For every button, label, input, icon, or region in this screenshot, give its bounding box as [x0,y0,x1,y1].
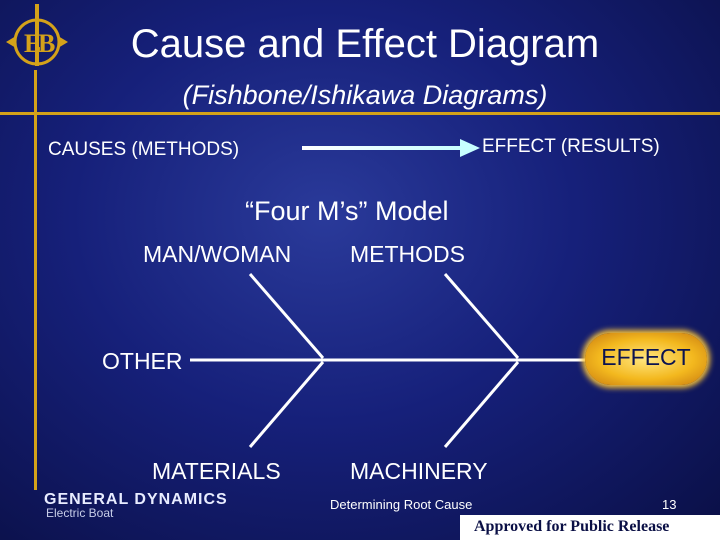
category-man-woman: MAN/WOMAN [143,241,292,267]
company-logo-text: GENERAL DYNAMICS [44,491,228,508]
category-materials: MATERIALS [152,458,281,484]
bone-materials [250,362,323,447]
category-other: OTHER [102,348,183,374]
svg-text:B: B [38,29,56,58]
footer-topic: Determining Root Cause [330,497,473,512]
bone-machinery [445,362,518,447]
category-methods: METHODS [350,241,465,267]
causes-label: CAUSES (METHODS) [48,139,240,160]
division-text: Electric Boat [46,506,114,520]
model-title: “Four M’s” Model [245,196,449,226]
page-title: Cause and Effect Diagram [130,22,600,66]
page-subtitle: (Fishbone/Ishikawa Diagrams) [182,80,548,110]
bone-man-woman [250,274,323,358]
effect-label: EFFECT [601,344,691,370]
bone-methods [445,274,518,358]
svg-text:E: E [24,29,42,58]
causes-to-effect-arrow [302,139,480,157]
category-machinery: MACHINERY [350,458,488,484]
page-number: 13 [662,497,677,512]
effect-results-label: EFFECT (RESULTS) [482,136,660,157]
release-text: Approved for Public Release [474,518,670,535]
